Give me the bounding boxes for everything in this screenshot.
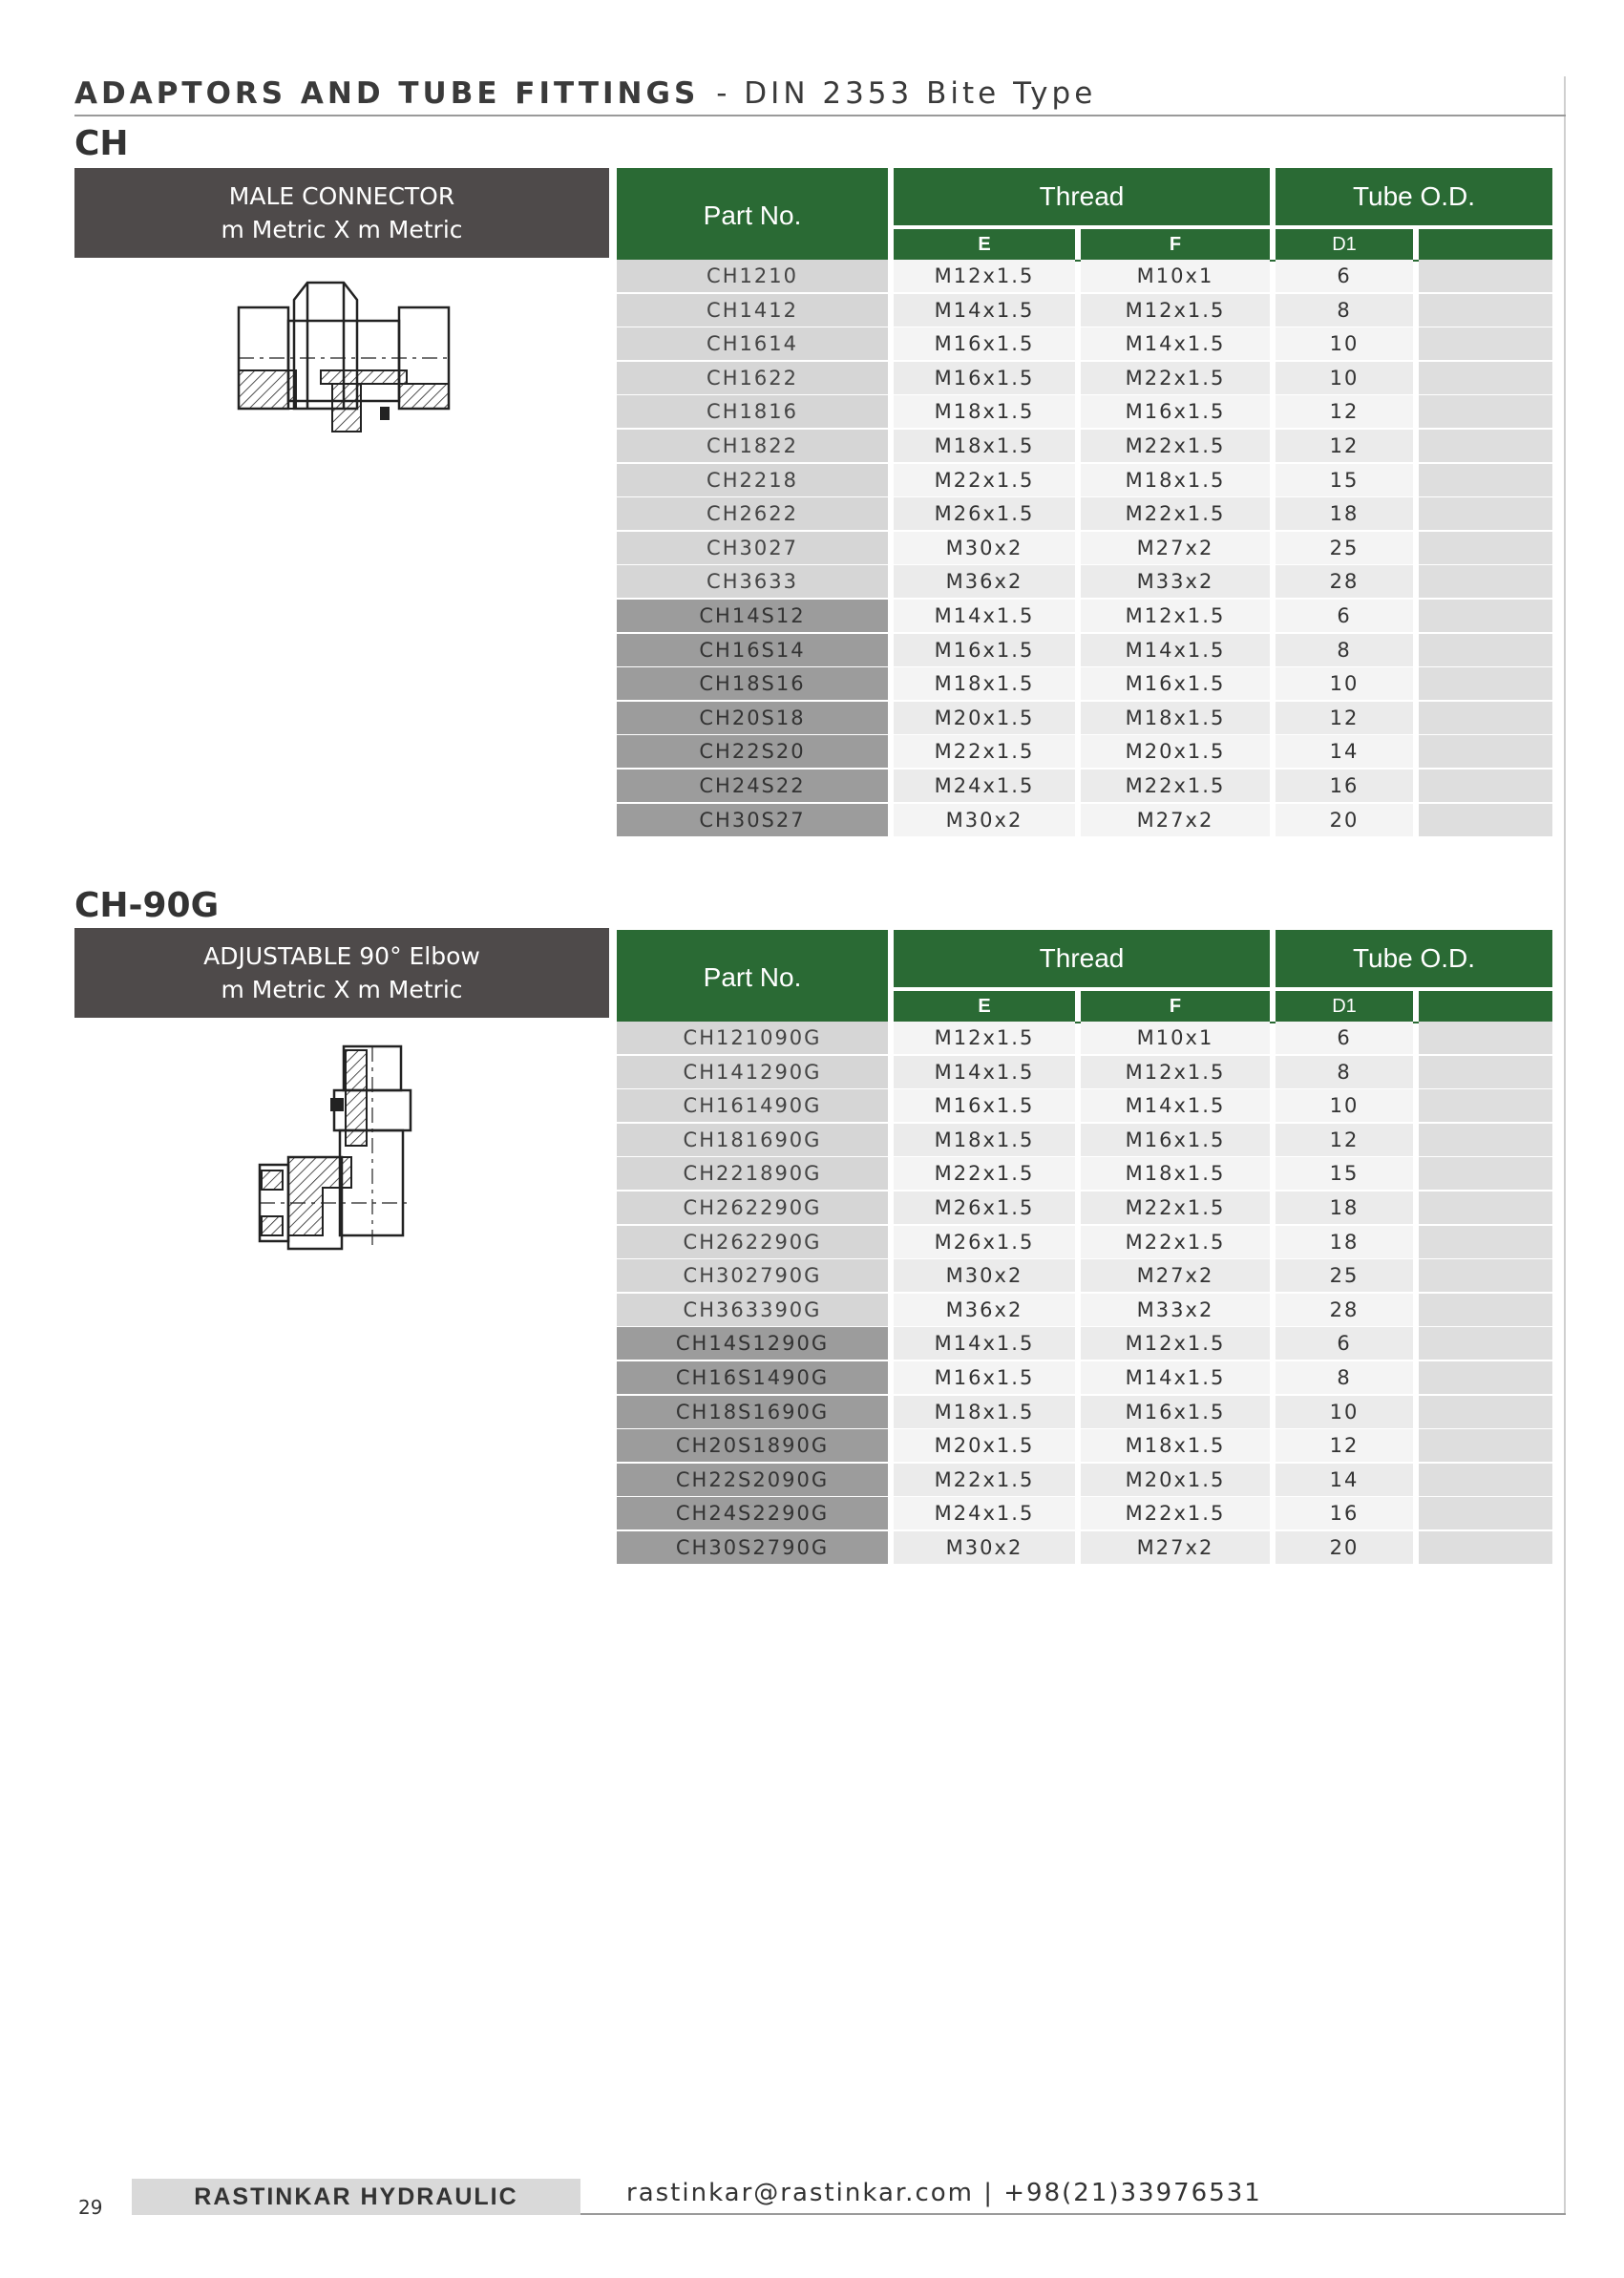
table-row [617,362,1552,394]
table-row [617,497,1552,530]
empty-cell [1419,430,1552,462]
part-number-cell: CH24S2290G [617,1497,888,1529]
empty-cell [1419,327,1552,360]
thread-f-cell: M18x1.5 [1081,1429,1270,1462]
table-row [617,1192,1552,1224]
part-number-cell: CH2622 [617,497,888,530]
thread-e-cell: M26x1.5 [894,1192,1075,1224]
header-f: F [1081,991,1270,1022]
thread-e-cell: M22x1.5 [894,735,1075,768]
header-blank [1419,229,1552,260]
thread-e-cell: M14x1.5 [894,1056,1075,1088]
thread-e-cell: M30x2 [894,532,1075,564]
table-row [617,667,1552,700]
empty-cell [1419,497,1552,530]
tube-d1-cell: 6 [1276,1327,1413,1360]
empty-cell [1419,395,1552,428]
tube-d1-cell: 8 [1276,634,1413,666]
thread-f-cell: M18x1.5 [1081,1157,1270,1190]
part-number-cell: CH262290G [617,1192,888,1224]
tube-d1-cell: 8 [1276,1361,1413,1394]
part-number-cell: CH30S27 [617,804,888,836]
thread-f-cell: M12x1.5 [1081,1327,1270,1360]
male-connector-drawing-icon [227,279,456,441]
empty-cell [1419,1124,1552,1156]
empty-cell [1419,667,1552,700]
tube-d1-cell: 18 [1276,497,1413,530]
table-row [617,804,1552,836]
empty-cell [1419,1531,1552,1564]
table-row [617,702,1552,734]
table-row [617,1022,1552,1054]
tube-d1-cell: 12 [1276,1124,1413,1156]
table-row [617,260,1552,292]
table-row [617,1226,1552,1258]
thread-e-cell: M12x1.5 [894,260,1075,292]
header-e: E [894,991,1075,1022]
header-blank [1419,991,1552,1022]
tube-d1-cell: 10 [1276,1396,1413,1428]
thread-f-cell: M22x1.5 [1081,362,1270,394]
tube-d1-cell: 14 [1276,1464,1413,1496]
table-row [617,327,1552,360]
header-e: E [894,229,1075,260]
tube-d1-cell: 12 [1276,430,1413,462]
empty-cell [1419,1056,1552,1088]
tube-d1-cell: 10 [1276,1089,1413,1122]
part-number-cell: CH181690G [617,1124,888,1156]
description-line-1: ADJUSTABLE 90° Elbow [203,942,480,970]
empty-cell [1419,1327,1552,1360]
thread-e-cell: M20x1.5 [894,1429,1075,1462]
empty-cell [1419,1192,1552,1224]
empty-cell [1419,804,1552,836]
thread-e-cell: M22x1.5 [894,1464,1075,1496]
empty-cell [1419,735,1552,768]
table-row [617,770,1552,802]
part-number-cell: CH20S18 [617,702,888,734]
tube-d1-cell: 28 [1276,565,1413,598]
header-part-no: Part No. [617,930,888,1025]
thread-e-cell: M36x2 [894,1294,1075,1326]
tube-d1-cell: 12 [1276,1429,1413,1462]
empty-cell [1419,1022,1552,1054]
tube-d1-cell: 10 [1276,362,1413,394]
part-number-cell: CH1412 [617,294,888,327]
part-number-cell: CH161490G [617,1089,888,1122]
part-number-cell: CH22S20 [617,735,888,768]
thread-f-cell: M22x1.5 [1081,770,1270,802]
tube-d1-cell: 6 [1276,260,1413,292]
part-number-cell: CH121090G [617,1022,888,1054]
part-number-cell: CH1822 [617,430,888,462]
thread-e-cell: M30x2 [894,804,1075,836]
empty-cell [1419,362,1552,394]
part-number-cell: CH30S2790G [617,1531,888,1564]
thread-f-cell: M20x1.5 [1081,1464,1270,1496]
empty-cell [1419,770,1552,802]
tube-d1-cell: 25 [1276,532,1413,564]
tube-d1-cell: 28 [1276,1294,1413,1326]
part-number-cell: CH18S1690G [617,1396,888,1428]
empty-cell [1419,260,1552,292]
table-row [617,1361,1552,1394]
table-row [617,1396,1552,1428]
part-number-cell: CH1210 [617,260,888,292]
tube-d1-cell: 12 [1276,702,1413,734]
empty-cell [1419,1294,1552,1326]
description-line-2: m Metric X m Metric [221,216,463,243]
thread-f-cell: M12x1.5 [1081,294,1270,327]
empty-cell [1419,464,1552,496]
thread-f-cell: M22x1.5 [1081,1226,1270,1258]
footer-rule [580,2213,1566,2215]
part-number-cell: CH18S16 [617,667,888,700]
table-row [617,430,1552,462]
part-number-cell: CH221890G [617,1157,888,1190]
empty-cell [1419,1464,1552,1496]
thread-f-cell: M27x2 [1081,1259,1270,1292]
empty-cell [1419,1089,1552,1122]
thread-f-cell: M22x1.5 [1081,430,1270,462]
part-number-cell: CH302790G [617,1259,888,1292]
thread-f-cell: M27x2 [1081,804,1270,836]
elbow-90-drawing-icon [256,1044,437,1264]
thread-e-cell: M22x1.5 [894,464,1075,496]
thread-e-cell: M14x1.5 [894,600,1075,632]
empty-cell [1419,565,1552,598]
table-row [617,464,1552,496]
thread-f-cell: M33x2 [1081,565,1270,598]
thread-e-cell: M24x1.5 [894,770,1075,802]
table-row [617,1124,1552,1156]
tube-d1-cell: 8 [1276,1056,1413,1088]
header-thread: Thread [894,930,1270,987]
thread-f-cell: M16x1.5 [1081,1124,1270,1156]
section-code-ch-90g: CH-90G [74,886,220,925]
thread-e-cell: M14x1.5 [894,1327,1075,1360]
tube-d1-cell: 16 [1276,1497,1413,1529]
thread-e-cell: M30x2 [894,1531,1075,1564]
page-title-main: ADAPTORS AND TUBE FITTINGS [74,76,700,111]
table-row [617,1327,1552,1360]
header-tube-od: Tube O.D. [1276,930,1552,987]
empty-cell [1419,1259,1552,1292]
thread-e-cell: M30x2 [894,1259,1075,1292]
empty-cell [1419,294,1552,327]
header-part-no: Part No. [617,168,888,264]
header-d1: D1 [1276,229,1413,260]
thread-e-cell: M36x2 [894,565,1075,598]
tube-d1-cell: 6 [1276,1022,1413,1054]
page-number: 29 [78,2196,103,2219]
tube-d1-cell: 15 [1276,1157,1413,1190]
thread-f-cell: M14x1.5 [1081,1361,1270,1394]
description-line-2: m Metric X m Metric [221,976,463,1003]
thread-e-cell: M20x1.5 [894,702,1075,734]
table-row [617,634,1552,666]
empty-cell [1419,1361,1552,1394]
header-rule [74,115,1566,116]
section-description-ch-90g [74,928,609,1018]
thread-f-cell: M22x1.5 [1081,1497,1270,1529]
thread-f-cell: M16x1.5 [1081,395,1270,428]
part-number-cell: CH16S14 [617,634,888,666]
empty-cell [1419,1396,1552,1428]
thread-e-cell: M24x1.5 [894,1497,1075,1529]
empty-cell [1419,702,1552,734]
thread-f-cell: M20x1.5 [1081,735,1270,768]
part-number-cell: CH14S1290G [617,1327,888,1360]
tube-d1-cell: 18 [1276,1192,1413,1224]
section-description-ch [74,168,609,258]
table-row [617,735,1552,768]
table-row [617,1056,1552,1088]
tube-d1-cell: 20 [1276,804,1413,836]
part-number-cell: CH1614 [617,327,888,360]
tube-d1-cell: 16 [1276,770,1413,802]
page-title [74,76,1096,111]
thread-f-cell: M16x1.5 [1081,667,1270,700]
footer-brand: RASTINKAR HYDRAULIC [132,2179,580,2215]
footer-contact: rastinkar@rastinkar.com | +98(21)33976531 [626,2179,1262,2207]
table-row [617,1089,1552,1122]
part-number-cell: CH141290G [617,1056,888,1088]
table-row [617,1294,1552,1326]
empty-cell [1419,1497,1552,1529]
table-row [617,395,1552,428]
thread-f-cell: M14x1.5 [1081,1089,1270,1122]
thread-e-cell: M26x1.5 [894,497,1075,530]
part-number-cell: CH24S22 [617,770,888,802]
tube-d1-cell: 10 [1276,667,1413,700]
tube-d1-cell: 6 [1276,600,1413,632]
thread-f-cell: M12x1.5 [1081,600,1270,632]
empty-cell [1419,600,1552,632]
page-right-rule [1564,76,1566,2215]
thread-e-cell: M18x1.5 [894,667,1075,700]
tube-d1-cell: 12 [1276,395,1413,428]
part-number-cell: CH20S1890G [617,1429,888,1462]
empty-cell [1419,1429,1552,1462]
table-row [617,1429,1552,1462]
thread-f-cell: M27x2 [1081,532,1270,564]
part-number-cell: CH363390G [617,1294,888,1326]
thread-e-cell: M18x1.5 [894,1124,1075,1156]
tube-d1-cell: 15 [1276,464,1413,496]
thread-e-cell: M18x1.5 [894,395,1075,428]
part-number-cell: CH22S2090G [617,1464,888,1496]
part-number-cell: CH1622 [617,362,888,394]
thread-e-cell: M26x1.5 [894,1226,1075,1258]
table-row [617,294,1552,327]
thread-e-cell: M22x1.5 [894,1157,1075,1190]
header-d1: D1 [1276,991,1413,1022]
empty-cell [1419,1226,1552,1258]
thread-f-cell: M33x2 [1081,1294,1270,1326]
part-number-cell: CH262290G [617,1226,888,1258]
thread-f-cell: M18x1.5 [1081,702,1270,734]
thread-f-cell: M18x1.5 [1081,464,1270,496]
thread-e-cell: M12x1.5 [894,1022,1075,1054]
thread-e-cell: M16x1.5 [894,1361,1075,1394]
thread-e-cell: M18x1.5 [894,430,1075,462]
table-row [617,600,1552,632]
tube-d1-cell: 25 [1276,1259,1413,1292]
thread-f-cell: M16x1.5 [1081,1396,1270,1428]
thread-e-cell: M16x1.5 [894,327,1075,360]
tube-d1-cell: 14 [1276,735,1413,768]
thread-f-cell: M10x1 [1081,1022,1270,1054]
header-thread: Thread [894,168,1270,225]
thread-e-cell: M16x1.5 [894,634,1075,666]
thread-f-cell: M22x1.5 [1081,1192,1270,1224]
thread-e-cell: M18x1.5 [894,1396,1075,1428]
thread-f-cell: M27x2 [1081,1531,1270,1564]
thread-f-cell: M14x1.5 [1081,634,1270,666]
table-row [617,565,1552,598]
header-f: F [1081,229,1270,260]
tube-d1-cell: 10 [1276,327,1413,360]
part-number-cell: CH14S12 [617,600,888,632]
header-tube-od: Tube O.D. [1276,168,1552,225]
tube-d1-cell: 18 [1276,1226,1413,1258]
part-number-cell: CH1816 [617,395,888,428]
table-row [617,532,1552,564]
table-row [617,1464,1552,1496]
page-title-sub: - DIN 2353 Bite Type [716,76,1097,111]
table-row [617,1259,1552,1292]
table-row [617,1497,1552,1529]
thread-f-cell: M14x1.5 [1081,327,1270,360]
part-number-cell: CH3027 [617,532,888,564]
table-row [617,1157,1552,1190]
empty-cell [1419,634,1552,666]
tube-d1-cell: 20 [1276,1531,1413,1564]
thread-e-cell: M14x1.5 [894,294,1075,327]
thread-f-cell: M12x1.5 [1081,1056,1270,1088]
thread-e-cell: M16x1.5 [894,1089,1075,1122]
part-number-cell: CH2218 [617,464,888,496]
table-row [617,1531,1552,1564]
section-code-ch: CH [74,124,129,163]
thread-f-cell: M10x1 [1081,260,1270,292]
part-number-cell: CH3633 [617,565,888,598]
part-number-cell: CH16S1490G [617,1361,888,1394]
thread-f-cell: M22x1.5 [1081,497,1270,530]
thread-e-cell: M16x1.5 [894,362,1075,394]
empty-cell [1419,532,1552,564]
tube-d1-cell: 8 [1276,294,1413,327]
empty-cell [1419,1157,1552,1190]
description-line-1: MALE CONNECTOR [228,182,455,210]
